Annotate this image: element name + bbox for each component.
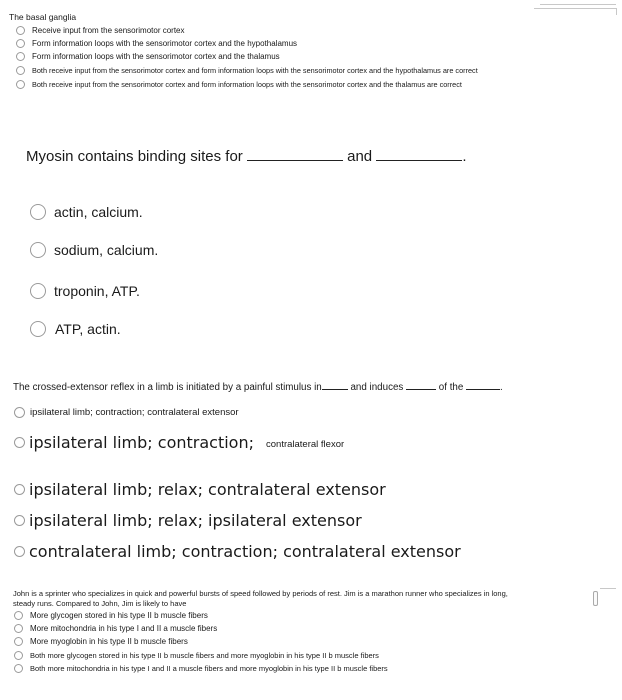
radio-button[interactable] [14, 611, 23, 620]
radio-button[interactable] [14, 484, 25, 495]
prompt-mid: and [347, 148, 373, 165]
question-prompt-line-2: steady runs. Compared to John, Jim is likely to have [13, 599, 187, 608]
radio-button[interactable] [16, 80, 25, 89]
answer-blank [322, 389, 348, 390]
radio-option[interactable] [14, 637, 188, 646]
radio-button[interactable] [14, 651, 23, 660]
radio-option[interactable] [14, 480, 386, 499]
question-title: The basal ganglia [9, 12, 77, 22]
radio-option[interactable] [14, 542, 461, 561]
option-label: More glycogen stored in his type II b muscle fibers [30, 611, 208, 620]
option-label: More myoglobin in his type II b muscle fibers [30, 637, 188, 646]
radio-option[interactable] [16, 52, 280, 61]
radio-button[interactable] [14, 546, 25, 557]
radio-button[interactable] [14, 407, 25, 418]
option-label: More mitochondria in his type I and II a muscle fibers [30, 624, 218, 633]
answer-blank [406, 389, 436, 390]
radio-option[interactable] [14, 611, 208, 620]
option-label: Form information loops with the sensorimotor cortex and the thalamus [32, 52, 280, 61]
option-label: Both more glycogen stored in his type II b muscle fibers and more myoglobin in his type II b muscle fibers [30, 651, 379, 660]
radio-button[interactable] [30, 242, 46, 258]
radio-option[interactable] [16, 66, 478, 75]
question-prompt [13, 382, 503, 393]
option-label: Receive input from the sensorimotor cortex [32, 26, 185, 35]
radio-button[interactable] [30, 204, 46, 220]
prompt-start: Myosin contains binding sites for [26, 148, 243, 165]
radio-option[interactable] [30, 242, 158, 258]
option-label: ipsilateral limb; contraction; [29, 433, 254, 452]
option-label: sodium, calcium. [54, 242, 159, 258]
radio-option[interactable] [14, 407, 239, 418]
prompt-divider [600, 588, 616, 589]
radio-option[interactable] [14, 624, 217, 633]
radio-option[interactable] [16, 26, 185, 35]
option-label-small: contralateral flexor [266, 439, 345, 450]
radio-option[interactable] [30, 283, 140, 299]
prompt-end: . [462, 148, 467, 165]
prompt-mid: and induces [350, 382, 404, 393]
radio-button[interactable] [30, 321, 46, 337]
radio-option[interactable] [14, 664, 388, 673]
radio-button[interactable] [14, 437, 25, 448]
option-label: Both receive input from the sensorimotor cortex and form information loops with the sensorimotor cortex and the thalamus are correct [32, 80, 462, 89]
scrollbar-thumb[interactable] [593, 591, 598, 606]
question-prompt-line-1: John is a sprinter who specializes in quick and powerful bursts of speed followed by periods of rest. Jim is a marathon runner who specializes in long, [13, 589, 508, 598]
radio-button[interactable] [14, 624, 23, 633]
radio-button[interactable] [16, 39, 25, 48]
prompt-start: The crossed-extensor reflex in a limb is initiated by a painful stimulus in [13, 382, 322, 393]
option-label: Both receive input from the sensorimotor cortex and form information loops with the sensorimotor cortex and the hypothalamus are correct [32, 66, 478, 75]
radio-button[interactable] [16, 66, 25, 75]
option-label: contralateral limb; contraction; contralateral extensor [29, 542, 461, 561]
radio-option[interactable] [14, 651, 379, 660]
option-label: ATP, actin. [55, 321, 121, 337]
radio-option[interactable] [14, 433, 344, 452]
answer-blank [376, 160, 462, 161]
option-label: ipsilateral limb; contraction; contralateral extensor [30, 407, 239, 418]
prompt-mid: of the [438, 382, 464, 393]
radio-button[interactable] [16, 26, 25, 35]
radio-option[interactable] [14, 511, 362, 530]
radio-option[interactable] [30, 321, 121, 337]
radio-button[interactable] [14, 637, 23, 646]
option-label: troponin, ATP. [54, 283, 140, 299]
radio-button[interactable] [30, 283, 46, 299]
answer-blank [247, 160, 343, 161]
option-label: ipsilateral limb; relax; ipsilateral extensor [29, 511, 362, 530]
radio-option[interactable] [16, 80, 462, 89]
radio-button[interactable] [16, 52, 25, 61]
prompt-end: . [500, 382, 503, 393]
option-label: Both more mitochondria in his type I and II a muscle fibers and more myoglobin in his type II b muscle fibers [30, 664, 388, 673]
top-right-divider [534, 8, 617, 15]
radio-option[interactable] [16, 39, 297, 48]
option-label: ipsilateral limb; relax; contralateral extensor [29, 480, 386, 499]
option-label: Form information loops with the sensorimotor cortex and the hypothalamus [32, 39, 298, 48]
top-right-line [540, 4, 616, 5]
option-label: actin, calcium. [54, 204, 143, 220]
question-prompt [26, 148, 467, 165]
answer-blank [466, 389, 500, 390]
radio-button[interactable] [14, 515, 25, 526]
radio-option[interactable] [30, 204, 143, 220]
radio-button[interactable] [14, 664, 23, 673]
